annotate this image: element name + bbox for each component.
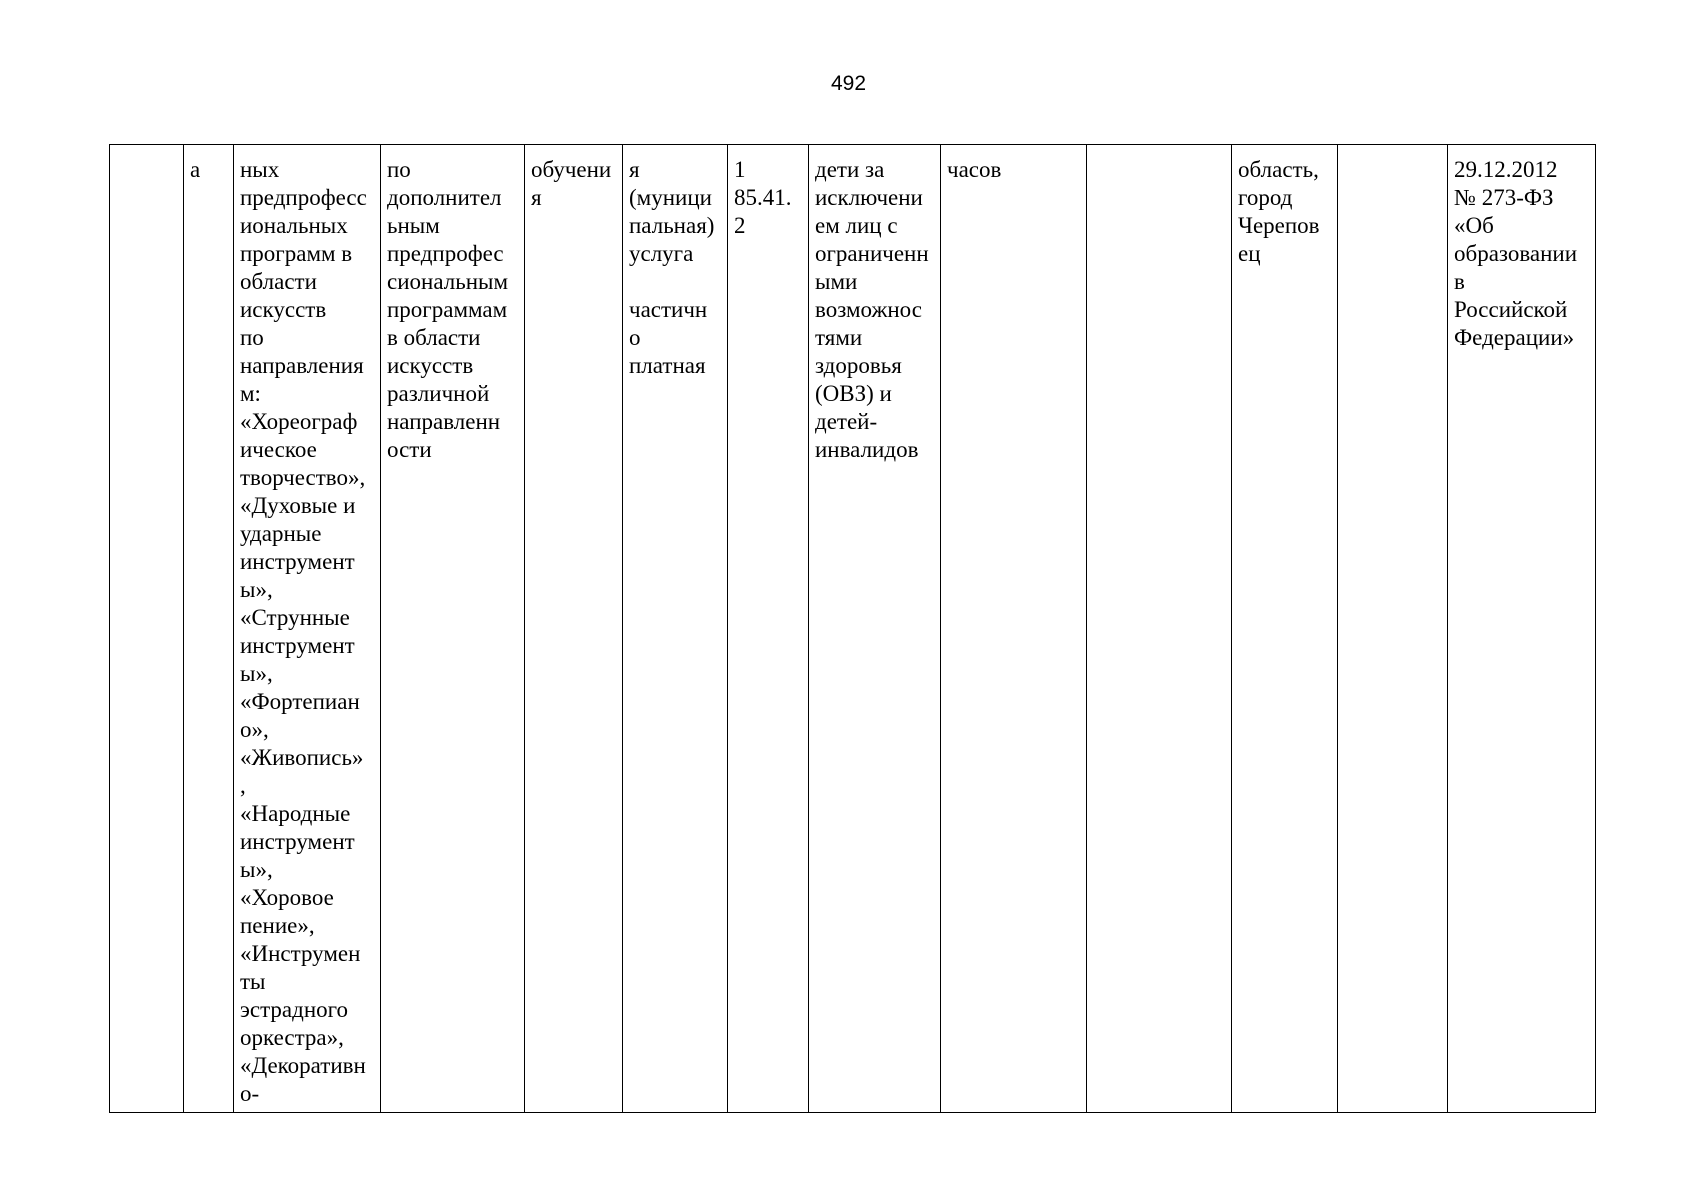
program-type-text: по дополнител ьным предпрофес сиональным программам в области искусств различной направленн ости	[387, 157, 509, 462]
legal-basis-text: 29.12.2012 № 273-ФЗ «Об образовании в Российской Федерации»	[1454, 157, 1578, 350]
service-type-text: я (муници пальная) услуга частичн о платная	[629, 157, 715, 378]
code-text: 1 85.41. 2	[734, 157, 792, 238]
table-cell-legal-basis	[1448, 145, 1596, 1113]
table-cell-location	[1232, 145, 1338, 1113]
table-cell-col2	[184, 145, 234, 1113]
table-cell-unit	[941, 145, 1087, 1113]
table-cell-consumers	[809, 145, 941, 1113]
cell-text: а	[190, 157, 201, 182]
program-name-text: ных предпрофесс иональных программ в области искусств по направления м: «Хореограф ическое творчество», «Духовые и ударные инструмент ы», «Струнные инструмент ы», «Фортепиан о», «Живопись» , «Народные инструмент ы», «Хоровое пение», «Инструмен ты эстрадного оркестра», «Декоративн о-	[240, 157, 367, 1106]
table-cell-col1	[110, 145, 184, 1113]
page-number: 492	[830, 72, 867, 95]
table-row	[110, 145, 1596, 1113]
table-cell-col10	[1087, 145, 1232, 1113]
table-cell-program-type	[381, 145, 525, 1113]
table-cell-program-name	[234, 145, 381, 1113]
table-cell-form	[525, 145, 623, 1113]
table-cell-service-type	[623, 145, 728, 1113]
form-text: обучени я	[531, 157, 612, 210]
consumers-text: дети за исключени ем лиц с ограниченн ыми возможнос тями здоровья (ОВЗ) и детей- инвалидов	[815, 157, 929, 462]
location-text: область, город Черепов ец	[1238, 157, 1320, 266]
table-cell-col12	[1338, 145, 1448, 1113]
table-cell-code	[728, 145, 809, 1113]
unit-text: часов	[947, 157, 1002, 182]
services-table	[109, 144, 1596, 1113]
